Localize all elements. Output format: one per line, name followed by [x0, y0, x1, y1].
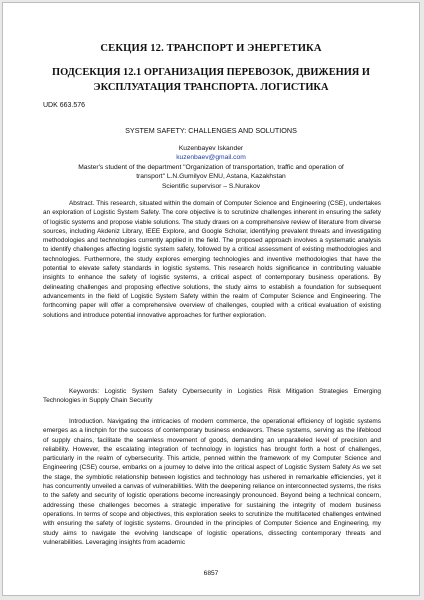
author-block: [3, 144, 419, 191]
udk-code: UDK 663.576: [43, 102, 86, 109]
document-page: [2, 2, 420, 596]
subsection-title: [23, 65, 399, 95]
author-email-link[interactable]: kuzenbaev@gmail.com: [176, 154, 246, 162]
author-name: Kuzenbayev Iskander: [178, 145, 244, 152]
introduction-paragraph: Introduction. Navigating the intricacies of modern commerce, the operational efficiency of logistic systems emerges as a linchpin for the success of contemporary business endeavors. These systems, serving as the lifeblood of supply chains, facilitate the seamless movement of goods, demanding an unparalleled level of precision and reliability. However, the escalating integration of technology in logistics has brought forth a host of challenges, particularly in the realm of cybersecurity. This article, penned within the framework of my Computer Science and Engineering (CSE) course, embarks on a journey to delve into the critical aspect of Logistic System Safety As we set the stage, the symbiotic relationship between logistics and technology has ushered in remarkable efficiencies, yet it has concurrently unveiled a canvas of vulnerabilities. With the deepening reliance on interconnected systems, the risks to the safety and security of logistic operations become increasingly pronounced. Beyond being a technical concern, addressing these challenges becomes a strategic imperative for sustaining the integrity of modern business operations. In terms of scope and objectives, this exploration seeks to scrutinize the multifaceted challenges entwined with ensuring the safety of logistic systems. Grounded in the principles of Computer Science and Engineering, my study aims to navigate the evolving landscape of logistic operations, dissecting contemporary threats and vulnerabilities. Leveraging insights from academic: [43, 418, 381, 546]
scientific-supervisor: Scientific supervisor – S.Nurakov: [161, 182, 261, 190]
subsection-title-line-2: ЭКСПЛУАТАЦИЯ ТРАНСПОРТА. ЛОГИСТИКА: [93, 82, 329, 93]
abstract-paragraph: Abstract. This research, situated within the domain of Computer Science and Engineering (CSE), undertakes an exploration of Logistic System Safety. The core objective is to scrutinize challenges inherent in ensuring the safety of logistic systems and propose viable solutions. The study draws on a comprehensive review of literature from diverse sources, including Akdeniz Library, IEEE Explore, and Google Scholar, identifying prevalent threats and investigating methodologies and technologies currently applied in the field. The proposed approach involves a systematic analysis to identify challenges affecting logistic system safety, followed by a critical assessment of existing methodologies and technologies. Furthermore, the study explores emerging technologies and inventive methodologies that have the potential to elevate safety standards in logistic systems. This research holds significance in contributing valuable insights to enhance the safety of logistic systems, a critical aspect of contemporary business operations. By delineating challenges and proposing effective solutions, the study aims to establish a foundation for subsequent advancements in the field of Logistic System Safety within the realm of Computer Science and Engineering. The forthcoming paper will offer a comprehensive overview of challenges, coupled with a critical evaluation of existing solutions and introduce potential innovative approaches for further exploration.: [43, 200, 381, 319]
subsection-title-line-1: ПОДСЕКЦИЯ 12.1 ОРГАНИЗАЦИЯ ПЕРЕВОЗОК, ДВИЖЕНИЯ И: [52, 67, 370, 78]
author-affiliation-line-2: transport" L.N.Gumilyov ENU, Astana, Kazakhstan: [136, 173, 286, 181]
author-affiliation-line-1: Master's student of the department "Organization of transportation, traffic and operation of: [78, 163, 344, 171]
page-number: 6857: [203, 570, 219, 577]
paper-title: SYSTEM SAFETY: CHALLENGES AND SOLUTIONS: [125, 126, 297, 135]
section-title: СЕКЦИЯ 12. ТРАНСПОРТ И ЭНЕРГЕТИКА: [100, 43, 322, 54]
keywords-paragraph: Keywords: Logistic System Safety Cybersecurity in Logistics Risk Mitigation Strategies Emerging Technologies in Supply Chain Security: [43, 388, 381, 405]
